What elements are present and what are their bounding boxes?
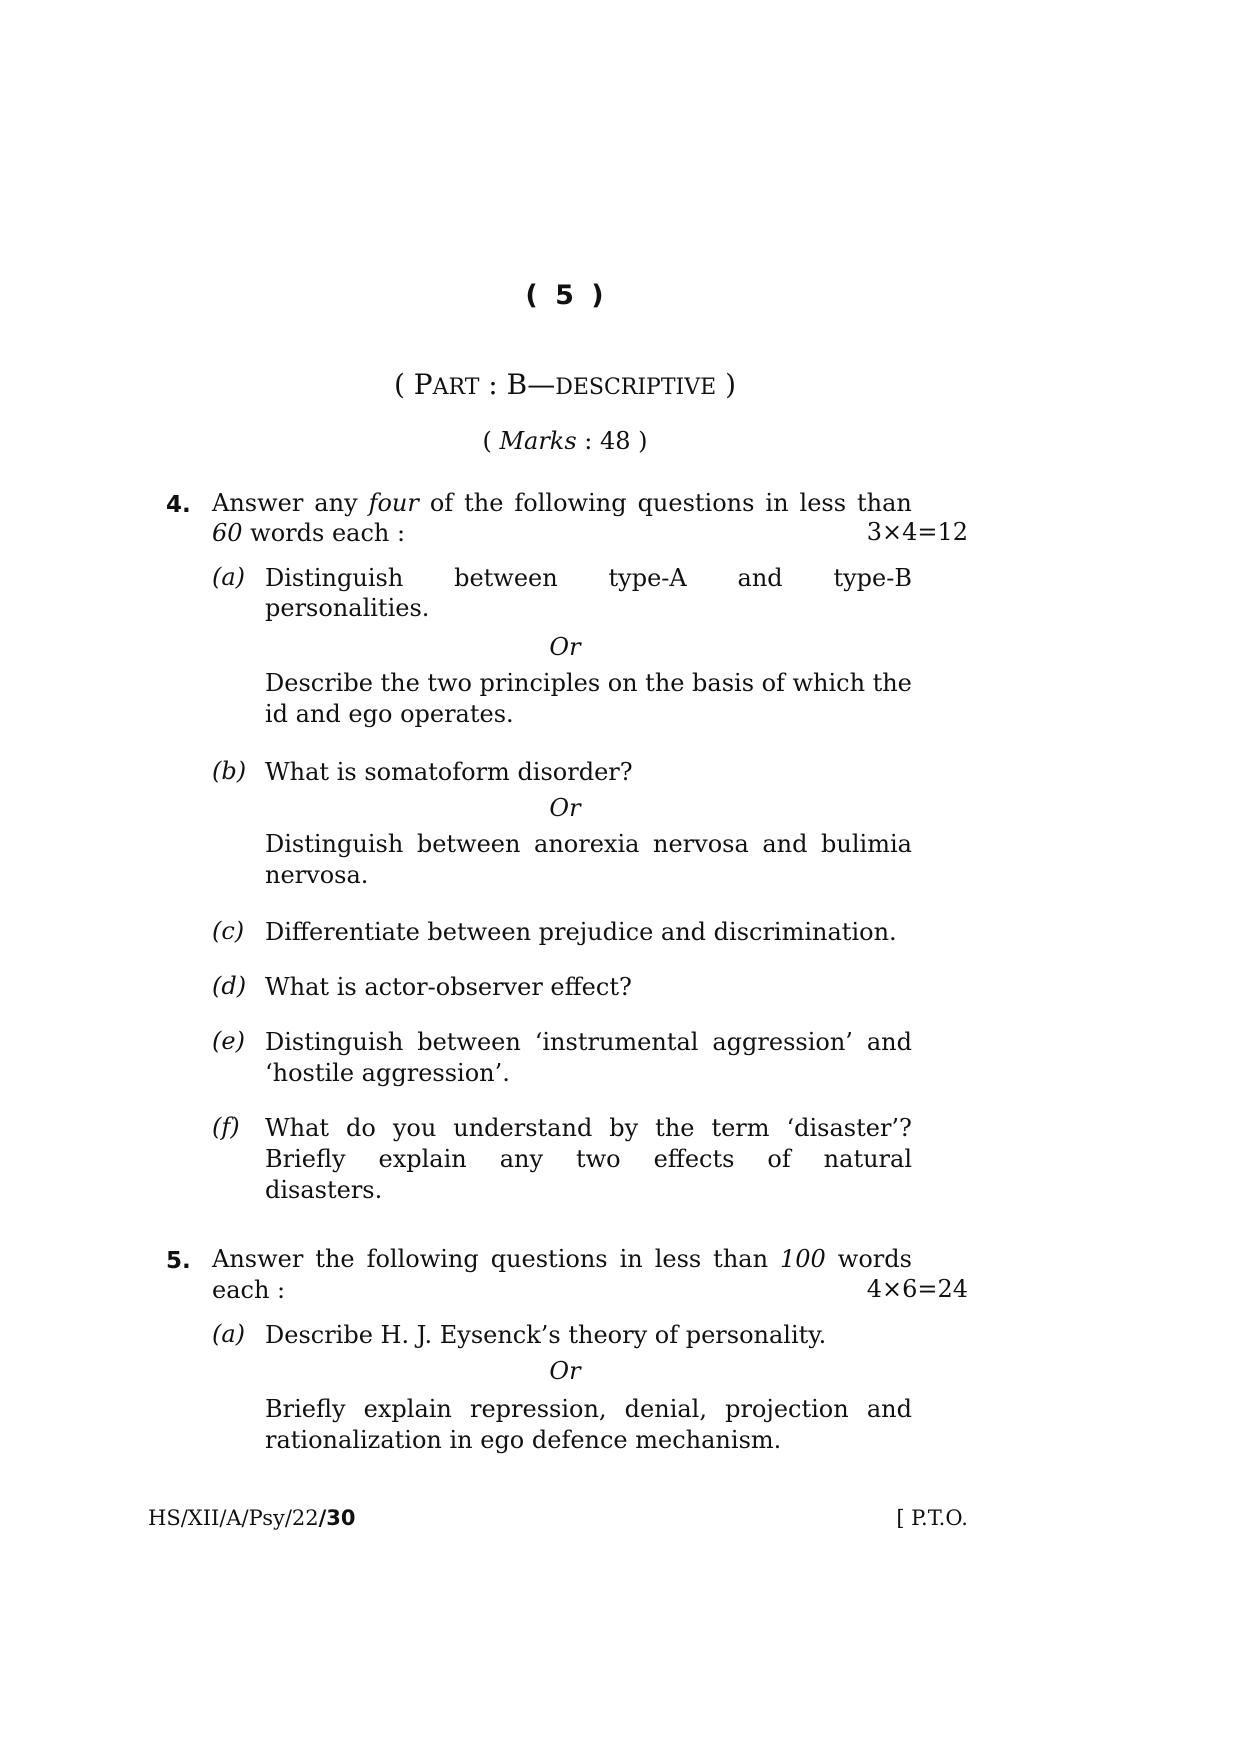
q4b-or: Or (549, 794, 581, 822)
word: in (765, 489, 789, 517)
word: type-A (608, 564, 687, 592)
word: ‘instrumental (534, 1028, 699, 1056)
word: the (655, 1114, 695, 1142)
word: between (454, 564, 558, 592)
word: natural (823, 1145, 912, 1173)
marks-value: : 48 ) (576, 427, 648, 455)
word: ‘disaster’? (786, 1114, 912, 1142)
word: of (761, 669, 785, 697)
marks-open: ( (482, 427, 500, 455)
word: questions (490, 1245, 608, 1273)
q4e-label: (e) (212, 1027, 245, 1055)
q4a-label: (a) (212, 563, 246, 591)
word: following (514, 489, 627, 517)
word: questions (637, 489, 755, 517)
marks-label: Marks (499, 427, 577, 455)
word: than (857, 489, 912, 517)
word: and (737, 564, 783, 592)
q4a-alt-line2: id and ego operates. (265, 700, 514, 728)
part-letter-p: P (413, 368, 433, 401)
word: Briefly (265, 1395, 346, 1423)
word: do (346, 1114, 376, 1142)
word: and (762, 830, 808, 858)
q4b-alt-line1 (265, 829, 912, 859)
word: any (314, 489, 358, 517)
q4-intro-line1 (212, 488, 912, 518)
word: the (315, 1245, 355, 1273)
word: Answer (212, 489, 304, 517)
q4d-line1: What is actor-observer effect? (265, 973, 632, 1001)
q4b-label: (b) (212, 757, 247, 785)
q4a-alt-line1 (265, 668, 912, 698)
q4b-line1: What is somatoform disorder? (265, 758, 633, 786)
word: term (711, 1114, 770, 1142)
word: less (799, 489, 847, 517)
word: aggression’ (712, 1028, 853, 1056)
part-word-rest: ART (432, 375, 480, 400)
pto-marker: [ P.T.O. (896, 1506, 968, 1530)
word: of (767, 1145, 791, 1173)
word: four (368, 489, 419, 517)
word: effects (653, 1145, 735, 1173)
word: between (416, 830, 521, 858)
q4a-line2: personalities. (265, 594, 430, 622)
word: What (265, 1114, 330, 1142)
paper-code-suffix: /30 (318, 1506, 356, 1530)
q4e-line1 (265, 1027, 912, 1057)
word: type-B (833, 564, 912, 592)
word: words (837, 1245, 912, 1273)
word: understand (453, 1114, 593, 1142)
part-heading (0, 368, 1130, 401)
word: 100 (780, 1245, 826, 1273)
part-descriptive: DESCRIPTIVE (555, 375, 717, 400)
q4f-line2 (265, 1144, 912, 1174)
q4e-line2: ‘hostile aggression’. (265, 1059, 510, 1087)
question-number: 4. (166, 492, 191, 518)
word: principles (479, 669, 601, 697)
word: than (713, 1245, 769, 1273)
word: and (866, 1028, 912, 1056)
q4c-line1: Differentiate between prejudice and discrimination. (265, 918, 897, 946)
q4c-label: (c) (212, 917, 245, 945)
word: in (619, 1245, 643, 1273)
q5-intro-line2: each : (212, 1276, 286, 1304)
word: explain (363, 1395, 452, 1423)
word: which (792, 669, 866, 697)
part-colon-b: : B— (479, 368, 556, 401)
q5a-or: Or (549, 1357, 581, 1385)
word: you (392, 1114, 437, 1142)
q4-intro-rest: words each : (242, 519, 406, 547)
word: Answer (212, 1245, 304, 1273)
word: of (429, 489, 454, 517)
section-marks (0, 427, 1130, 455)
word: following (366, 1245, 479, 1273)
word: the (464, 489, 504, 517)
q4-marks: 3×4=12 (866, 518, 968, 546)
part-open: ( (393, 368, 414, 401)
word: the (872, 669, 912, 697)
page-number: ( 5 ) (525, 280, 605, 311)
word: and (866, 1395, 912, 1423)
word: any (499, 1145, 544, 1173)
q4f-line3: disasters. (265, 1176, 383, 1204)
q5a-alt-line2: rationalization in ego defence mechanism. (265, 1426, 782, 1454)
word: on (607, 669, 638, 697)
part-close: ) (716, 368, 737, 401)
word: between (417, 1028, 521, 1056)
q4a-line1 (265, 563, 912, 593)
q4-word-count: 60 (212, 519, 243, 547)
q4-intro-line2 (212, 518, 405, 548)
word: Describe (265, 669, 373, 697)
paper-code-prefix: HS/XII/A/Psy/22 (148, 1506, 319, 1530)
paper-code (148, 1506, 356, 1530)
word: basis (692, 669, 755, 697)
word: denial, (624, 1395, 707, 1423)
word: the (645, 669, 685, 697)
q5a-line1: Describe H. J. Eysenck’s theory of personality. (265, 1321, 827, 1349)
q5a-label: (a) (212, 1320, 246, 1348)
word: bulimia (821, 830, 912, 858)
q5a-alt-line1 (265, 1394, 912, 1424)
q4f-label: (f) (212, 1113, 240, 1141)
word: nervosa (653, 830, 749, 858)
word: less (654, 1245, 702, 1273)
q5-marks: 4×6=24 (866, 1275, 968, 1303)
question-number: 5. (166, 1248, 191, 1274)
word: Distinguish (265, 830, 404, 858)
word: Briefly (265, 1145, 346, 1173)
word: two (575, 1145, 621, 1173)
word: explain (378, 1145, 467, 1173)
q4d-label: (d) (212, 972, 247, 1000)
word: two (427, 669, 472, 697)
word: by (609, 1114, 639, 1142)
q4f-line1 (265, 1113, 912, 1143)
word: the (380, 669, 420, 697)
word: repression, (470, 1395, 607, 1423)
word: anorexia (534, 830, 640, 858)
word: Distinguish (265, 1028, 404, 1056)
word: projection (725, 1395, 849, 1423)
word: Distinguish (265, 564, 404, 592)
q5-intro-line1 (212, 1244, 912, 1274)
q4a-or: Or (549, 633, 581, 661)
q4b-alt-line2: nervosa. (265, 861, 369, 889)
